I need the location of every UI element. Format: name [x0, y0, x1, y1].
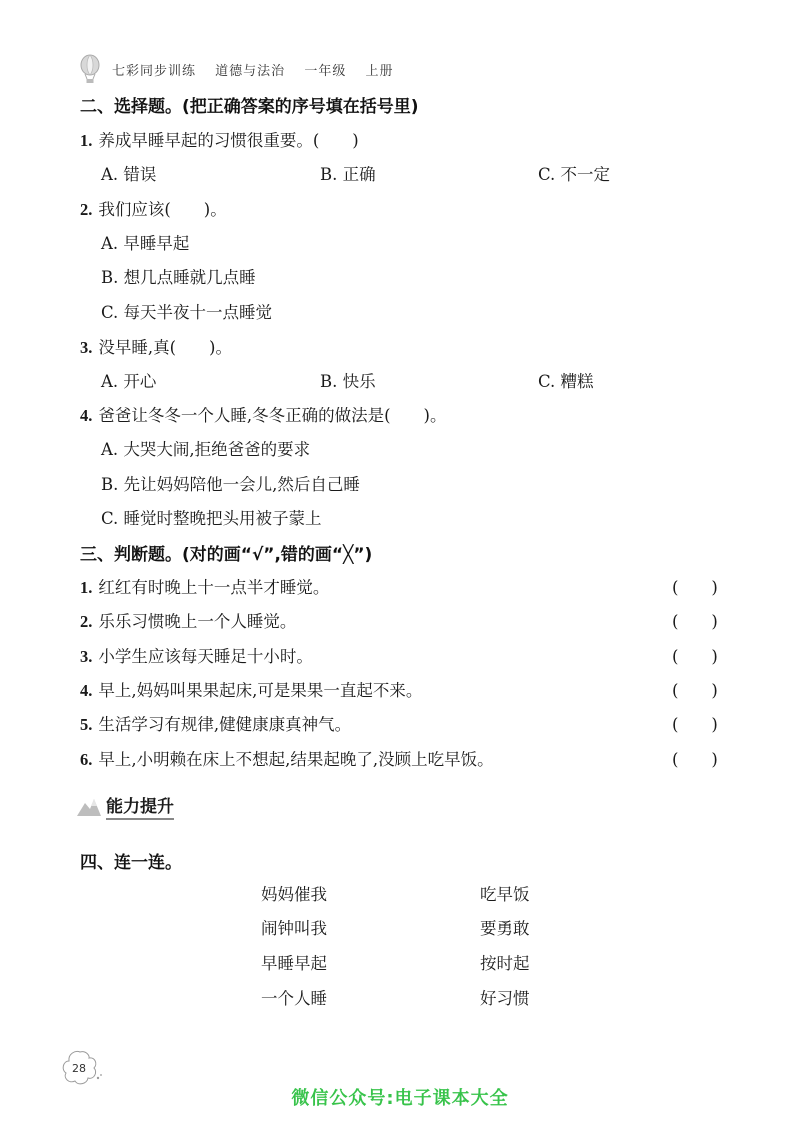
ability-heading: [76, 792, 174, 820]
answer-paren-3: ( ): [672, 647, 718, 666]
item-number: 2.: [80, 612, 93, 631]
item-text: 红红有时晚上十一点半才睡觉。: [98, 578, 330, 597]
header-text: [112, 60, 407, 79]
item-text: 早上,小明赖在床上不想起,结果起晚了,没顾上吃早饭。: [98, 750, 494, 769]
match-right-2: 要勇敢: [480, 919, 530, 938]
judge-item-1: [80, 574, 329, 598]
item-number: 4.: [80, 681, 93, 700]
match-right-1: 吃早饭: [480, 885, 530, 904]
option-1c: C. 不一定: [538, 165, 611, 184]
question-text: 没早睡,真( )。: [98, 338, 232, 357]
question-number: 2.: [80, 200, 93, 219]
header-grade: 一年级: [304, 63, 347, 79]
watermark: 微信公众号:电子课本大全: [291, 1088, 509, 1109]
match-right-4: 好习惯: [480, 989, 530, 1008]
item-text: 早上,妈妈叫果果起床,可是果果一直起不来。: [98, 681, 423, 700]
item-text: 生活学习有规律,健健康康真神气。: [98, 715, 352, 734]
judge-item-5: [80, 711, 351, 735]
judge-item-2: [80, 608, 296, 632]
mountain-icon: [76, 795, 102, 817]
option-3a: A. 开心: [101, 372, 157, 391]
option-2a: A. 早睡早起: [101, 234, 190, 253]
option-4a: A. 大哭大闹,拒绝爸爸的要求: [101, 440, 311, 459]
question-3: [80, 334, 232, 358]
question-1: [80, 127, 359, 151]
judge-item-3: [80, 643, 313, 667]
match-left-4: 一个人睡: [261, 989, 327, 1008]
match-left-3: 早睡早起: [261, 954, 327, 973]
match-right-3: 按时起: [480, 954, 530, 973]
option-3b: B. 快乐: [320, 372, 376, 391]
answer-paren-1: ( ): [672, 578, 718, 597]
header-series: 七彩同步训练: [112, 63, 197, 79]
question-number: 3.: [80, 338, 93, 357]
answer-paren-6: ( ): [672, 750, 718, 769]
question-4: [80, 402, 447, 426]
question-text: 我们应该( )。: [98, 200, 227, 219]
answer-paren-5: ( ): [672, 715, 718, 734]
match-left-2: 闹钟叫我: [261, 919, 327, 938]
item-text: 乐乐习惯晚上一个人睡觉。: [98, 612, 297, 631]
judge-item-4: [80, 677, 422, 701]
option-2c: C. 每天半夜十一点睡觉: [101, 303, 273, 322]
item-number: 6.: [80, 750, 93, 769]
item-number: 5.: [80, 715, 93, 734]
option-4b: B. 先让妈妈陪他一会儿,然后自己睡: [101, 475, 360, 494]
question-number: 4.: [80, 406, 93, 425]
section2-title: 二、选择题。(把正确答案的序号填在括号里): [80, 97, 419, 117]
option-2b: B. 想几点睡就几点睡: [101, 268, 256, 287]
answer-paren-2: ( ): [672, 612, 718, 631]
question-number: 1.: [80, 131, 93, 150]
question-2: [80, 196, 227, 220]
item-text: 小学生应该每天睡足十小时。: [98, 647, 313, 666]
match-left-1: 妈妈催我: [261, 885, 327, 904]
hot-air-balloon-icon: [76, 54, 104, 84]
option-3c: C. 糟糕: [538, 372, 594, 391]
ability-title: 能力提升: [106, 792, 174, 820]
page-number-badge: [60, 1048, 104, 1088]
header-volume: 上册: [365, 63, 394, 79]
section4-title: 四、连一连。: [80, 853, 182, 873]
item-number: 1.: [80, 578, 93, 597]
header-subject: 道德与法治: [215, 63, 286, 79]
page-number: 28: [72, 1062, 86, 1075]
option-1b: B. 正确: [320, 165, 376, 184]
judge-item-6: [80, 746, 494, 770]
answer-paren-4: ( ): [672, 681, 718, 700]
item-number: 3.: [80, 647, 93, 666]
question-text: 爸爸让冬冬一个人睡,冬冬正确的做法是( )。: [98, 406, 447, 425]
question-text: 养成早睡早起的习惯很重要。( ): [98, 131, 359, 150]
option-1a: A. 错误: [101, 165, 157, 184]
page-header: [76, 54, 407, 84]
section3-title: 三、判断题。(对的画“√”,错的画“╳”): [80, 545, 373, 565]
option-4c: C. 睡觉时整晚把头用被子蒙上: [101, 509, 322, 528]
